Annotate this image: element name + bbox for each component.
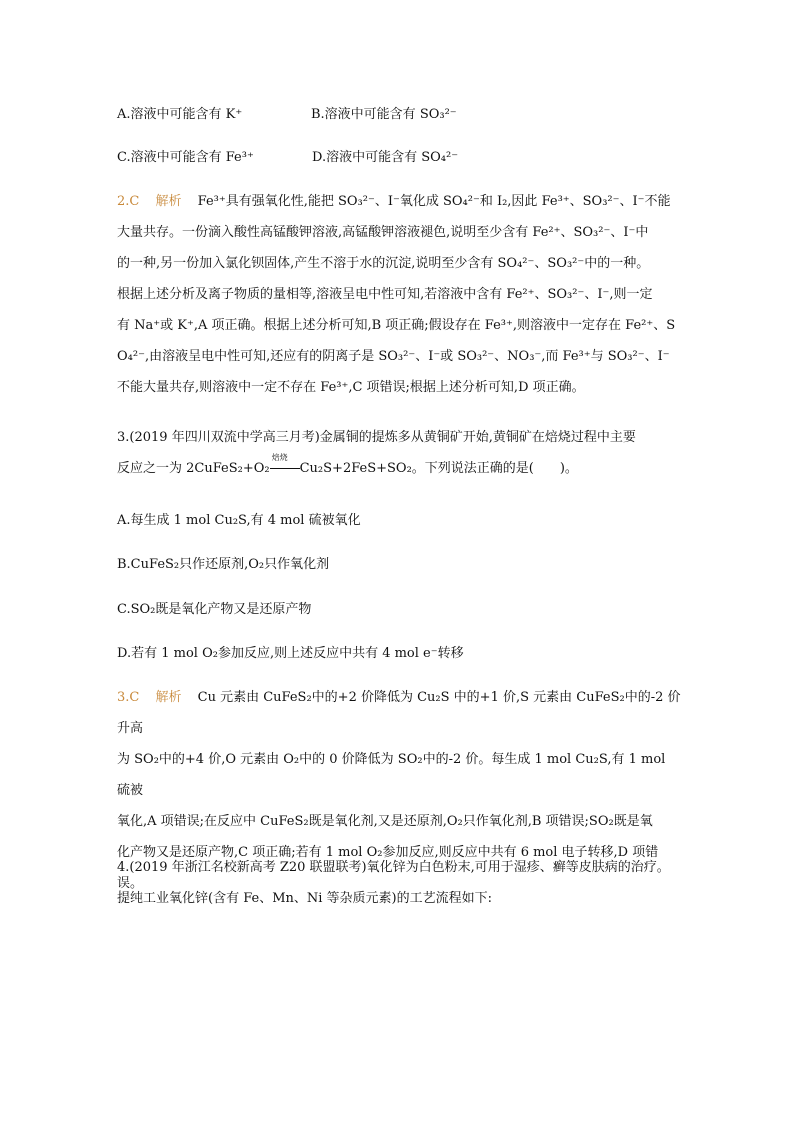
analysis-text: 不能大量共存,则溶液中一定不存在 Fe³⁺,C 项错误;根据上述分析可知,D 项正确。 xyxy=(117,380,585,395)
q3-option-a: A.每生成 1 mol Cu₂S,有 4 mol 硫被氧化 xyxy=(117,513,361,528)
condition-label: 焙烧 xyxy=(271,453,288,462)
analysis-text: 大量共存。一份滴入酸性高锰酸钾溶液,高锰酸钾溶液褪色,说明至少含有 Fe²⁺、SO₃²⁻、I⁻中 xyxy=(117,225,649,240)
q3-option-b: B.CuFeS₂只作还原剂,O₂只作氧化剂 xyxy=(117,557,330,572)
analysis-text: O₄²⁻,由溶液呈电中性可知,还应有的阴离子是 SO₃²⁻、I⁻或 SO₃²⁻、NO₃⁻,而 Fe³⁺与 SO₃²⁻、I⁻ xyxy=(117,349,670,364)
q2-answer-block xyxy=(117,186,682,403)
answer-label: 3.C xyxy=(117,690,140,705)
q2-option-b: B.溶液中可能含有 SO₃²⁻ xyxy=(311,107,457,122)
q2-answer-line xyxy=(117,186,682,217)
analysis-text: 为 SO₂中的+4 价,O 元素由 O₂中的 0 价降低为 SO₂中的-2 价。每生成 1 mol Cu₂S,有 1 mol 硫被 xyxy=(117,752,666,798)
q3-option-d: D.若有 1 mol O₂参加反应,则上述反应中共有 4 mol e⁻转移 xyxy=(117,646,464,661)
q2-option-c: C.溶液中可能含有 Fe³⁺ xyxy=(117,150,254,165)
q4-stem-line: 4.(2019 年浙江名校新高考 Z20 联盟联考)氧化锌为白色粉末,可用于湿疹、癣等皮肤病的治疗。 xyxy=(117,860,670,875)
reaction-condition xyxy=(270,453,300,484)
answer-label: 2.C xyxy=(117,194,140,209)
q3-answer-line xyxy=(117,682,682,744)
analysis-label: 解析 xyxy=(155,690,182,705)
analysis-text: 根据上述分析及离子物质的量相等,溶液呈电中性可知,若溶液中含有 Fe²⁺、SO₃²⁻、I⁻,则一定 xyxy=(117,287,653,302)
q4-stem xyxy=(117,852,682,914)
equation-reactants: 反应之一为 2CuFeS₂+O₂ xyxy=(117,461,270,476)
analysis-text: 氧化,A 项错误;在反应中 CuFeS₂既是氧化剂,又是还原剂,O₂只作氧化剂,B 项错误;SO₂既是氧 xyxy=(117,814,653,829)
q3-stem xyxy=(117,422,682,484)
q3-stem-line: 3.(2019 年四川双流中学高三月考)金属铜的提炼多从黄铜矿开始,黄铜矿在焙烧过程中主要 xyxy=(117,430,636,445)
analysis-text: Cu 元素由 CuFeS₂中的+2 价降低为 Cu₂S 中的+1 价,S 元素由 CuFeS₂中的-2 价升高 xyxy=(117,690,681,736)
analysis-label: 解析 xyxy=(155,194,182,209)
q2-option-a: A.溶液中可能含有 K⁺ xyxy=(117,107,243,122)
analysis-text: 化产物又是还原产物,C 项正确;若有 1 mol O₂参加反应,则反应中共有 6 mol 电子转移,D 项错 xyxy=(117,845,659,860)
analysis-text: 的一种,另一份加入氯化钡固体,产生不溶于水的沉淀,说明至少含有 SO₄²⁻、SO₃²⁻中的一种。 xyxy=(117,256,650,271)
analysis-text: 误。 xyxy=(117,876,144,891)
q4-stem-line: 提纯工业氧化锌(含有 Fe、Mn、Ni 等杂质元素)的工艺流程如下: xyxy=(117,891,493,906)
analysis-text: 有 Na⁺或 K⁺,A 项正确。根据上述分析可知,B 项正确;假设存在 Fe³⁺,则溶液中一定存在 Fe²⁺、S xyxy=(117,318,676,333)
q3-option-c: C.SO₂既是氧化产物又是还原产物 xyxy=(117,602,312,617)
q2-option-d: D.溶液中可能含有 SO₄²⁻ xyxy=(312,150,459,165)
q3-stem-line xyxy=(117,453,682,484)
analysis-text: Fe³⁺具有强氧化性,能把 SO₃²⁻、I⁻氧化成 SO₄²⁻和 I₂,因此 Fe³⁺、SO₃²⁻、I⁻不能 xyxy=(197,194,671,209)
equation-products: Cu₂S+2FeS+SO₂。下列说法正确的是( )。 xyxy=(299,461,578,476)
